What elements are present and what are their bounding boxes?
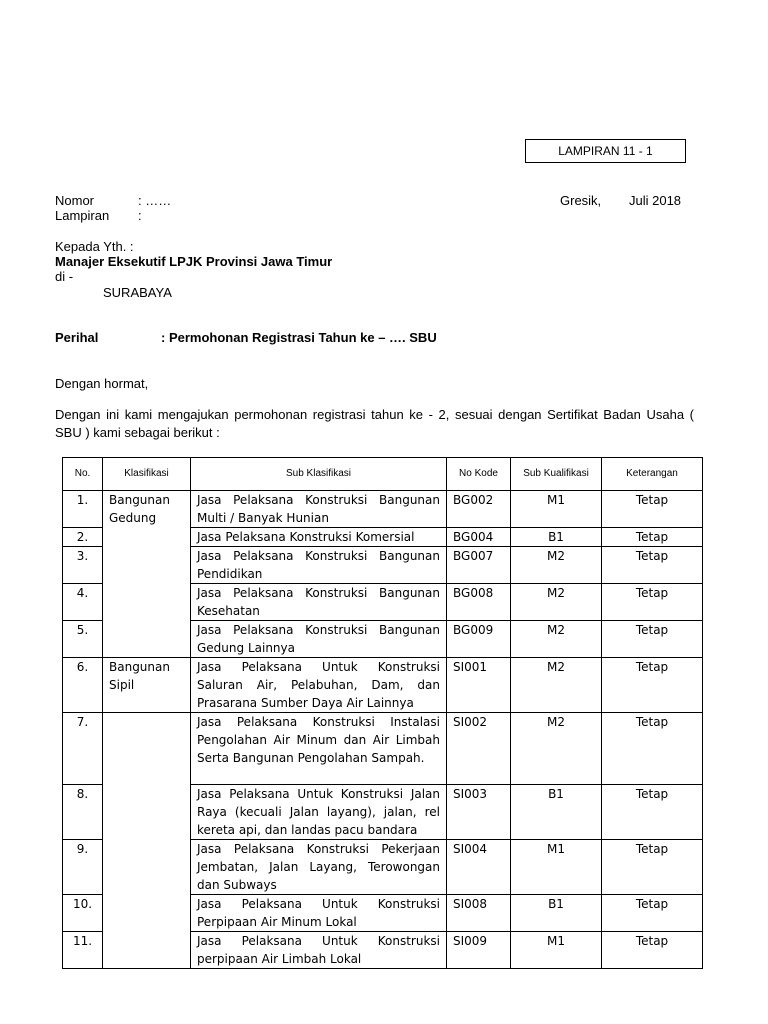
row-sub: Jasa Pelaksana Untuk Konstruksi Perpipaan Air Minum Lokal	[191, 895, 447, 932]
row-ket: Tetap	[602, 528, 703, 547]
table-row	[63, 658, 703, 713]
row-kual: B1	[511, 528, 602, 547]
row-sub: Jasa Pelaksana Konstruksi Bangunan Kesehatan	[191, 584, 447, 621]
letter-date: Juli 2018	[629, 193, 682, 208]
row-no: 11.	[63, 932, 103, 969]
row-sub: Jasa Pelaksana Konstruksi Bangunan Gedung Lainnya	[191, 621, 447, 658]
recipient-city: SURABAYA	[103, 285, 172, 300]
row-kode: SI004	[447, 840, 511, 895]
row-kode: SI001	[447, 658, 511, 713]
row-ket: Tetap	[602, 895, 703, 932]
nomor-value: : ……	[138, 193, 172, 208]
recipient-name: Manajer Eksekutif LPJK Provinsi Jawa Timur	[55, 254, 333, 269]
header-no-kode: No Kode	[447, 458, 511, 491]
row-kual: M2	[511, 621, 602, 658]
row-no: 4.	[63, 584, 103, 621]
lampiran-box: LAMPIRAN 11 - 1	[525, 139, 686, 163]
header-no: No.	[63, 458, 103, 491]
row-no: 10.	[63, 895, 103, 932]
row-no: 8.	[63, 785, 103, 840]
row-kual: M2	[511, 584, 602, 621]
header-sub-kualifikasi: Sub Kualifikasi	[511, 458, 602, 491]
row-sub: Jasa Pelaksana Untuk Konstruksi Jalan Raya (kecuali Jalan layang), jalan, rel kereta api, dan landas pacu bandara	[191, 785, 447, 840]
table-row	[63, 491, 703, 528]
row-ket: Tetap	[602, 840, 703, 895]
table-header-row	[63, 458, 703, 491]
row-ket: Tetap	[602, 621, 703, 658]
recipient-di: di -	[55, 269, 74, 284]
klasifikasi-cell: Bangunan Gedung	[103, 491, 191, 658]
row-no: 7.	[63, 713, 103, 785]
row-kode: SI009	[447, 932, 511, 969]
header-keterangan: Keterangan	[602, 458, 703, 491]
klasifikasi-cell-empty	[103, 713, 191, 969]
row-kual: B1	[511, 785, 602, 840]
lampiran-value: :	[138, 208, 142, 223]
row-ket: Tetap	[602, 491, 703, 528]
perihal-value: : Permohonan Registrasi Tahun ke – …. SBU	[161, 330, 437, 345]
row-kode: BG009	[447, 621, 511, 658]
row-ket: Tetap	[602, 785, 703, 840]
row-kual: B1	[511, 895, 602, 932]
row-ket: Tetap	[602, 547, 703, 584]
klasifikasi-cell: Bangunan Sipil	[103, 658, 191, 713]
row-no: 6.	[63, 658, 103, 713]
row-sub: Jasa Pelaksana Konstruksi Bangunan Multi / Banyak Hunian	[191, 491, 447, 528]
row-sub: Jasa Pelaksana Konstruksi Komersial	[191, 528, 447, 547]
greeting: Dengan hormat,	[55, 376, 149, 391]
row-kode: SI003	[447, 785, 511, 840]
row-no: 3.	[63, 547, 103, 584]
sbu-table	[62, 457, 703, 969]
row-ket: Tetap	[602, 932, 703, 969]
row-kode: BG007	[447, 547, 511, 584]
row-kode: BG002	[447, 491, 511, 528]
row-kual: M1	[511, 840, 602, 895]
row-sub: Jasa Pelaksana Untuk Konstruksi perpipaan Air Limbah Lokal	[191, 932, 447, 969]
row-kual: M2	[511, 713, 602, 785]
row-ket: Tetap	[602, 713, 703, 785]
row-kode: BG008	[447, 584, 511, 621]
kepada-label: Kepada Yth. :	[55, 239, 134, 254]
header-sub-klasifikasi: Sub Klasifikasi	[191, 458, 447, 491]
row-sub: Jasa Pelaksana Konstruksi Pekerjaan Jembatan, Jalan Layang, Terowongan dan Subways	[191, 840, 447, 895]
row-kual: M2	[511, 547, 602, 584]
row-kual: M2	[511, 658, 602, 713]
row-sub: Jasa Pelaksana Konstruksi Instalasi Pengolahan Air Minum dan Air Limbah Serta Bangunan Pengolahan Sampah.	[191, 713, 447, 785]
row-sub: Jasa Pelaksana Konstruksi Bangunan Pendidikan	[191, 547, 447, 584]
row-ket: Tetap	[602, 658, 703, 713]
row-kual: M1	[511, 932, 602, 969]
row-ket: Tetap	[602, 584, 703, 621]
header-klasifikasi: Klasifikasi	[103, 458, 191, 491]
row-kode: BG004	[447, 528, 511, 547]
row-sub: Jasa Pelaksana Untuk Konstruksi Saluran Air, Pelabuhan, Dam, dan Prasarana Sumber Daya Air Lainnya	[191, 658, 447, 713]
row-no: 9.	[63, 840, 103, 895]
nomor-label: Nomor	[55, 193, 95, 208]
row-no: 5.	[63, 621, 103, 658]
row-kual: M1	[511, 491, 602, 528]
lampiran-label: Lampiran	[55, 208, 110, 223]
row-no: 1.	[63, 491, 103, 528]
row-kode: SI008	[447, 895, 511, 932]
perihal-label: Perihal	[55, 330, 99, 345]
row-kode: SI002	[447, 713, 511, 785]
table-row	[63, 713, 703, 785]
letter-place: Gresik,	[560, 193, 602, 208]
row-no: 2.	[63, 528, 103, 547]
intro-paragraph: Dengan ini kami mengajukan permohonan registrasi tahun ke - 2, sesuai dengan Sertifikat Badan Usaha ( SBU ) kami sebagai berikut :	[55, 407, 694, 440]
